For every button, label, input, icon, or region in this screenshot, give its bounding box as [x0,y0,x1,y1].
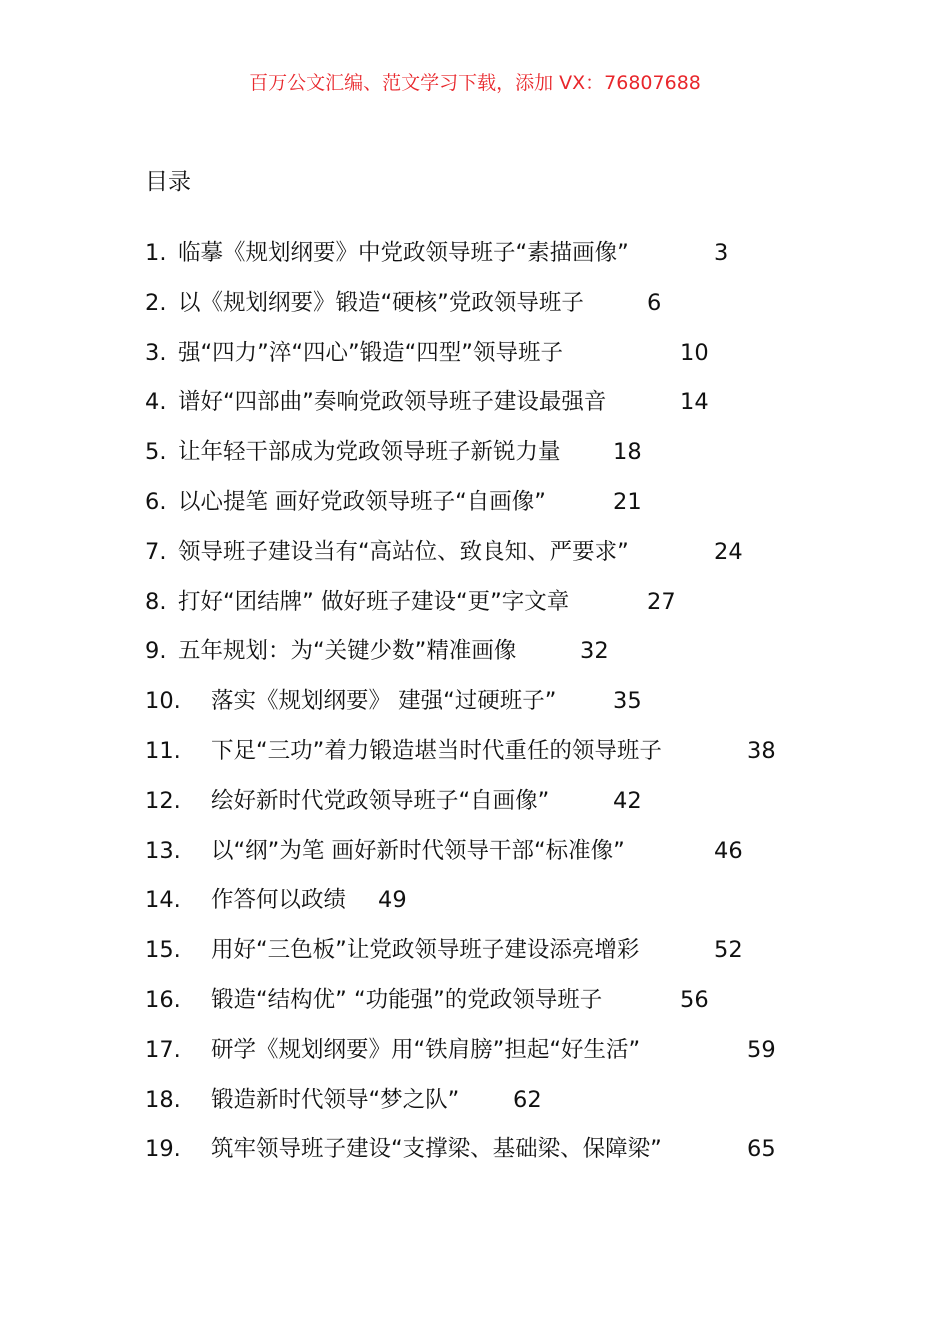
toc-heading: 目录 [145,169,191,195]
toc-entry[interactable] [0,684,950,734]
toc-entry-number: 18. [145,1086,181,1113]
toc-entry-number: 10. [145,688,181,715]
toc-entry-page: 27 [647,588,676,615]
toc-entry-title: 绘好新时代党政领导班子“自画像” [211,787,550,814]
toc-entry-page: 3 [714,240,729,266]
toc-entry-title: 锻造“结构优” “功能强”的党政领导班子 [211,986,603,1013]
toc-entry-title: 以《规划纲要》锻造“硬核”党政领导班子 [178,289,584,316]
toc-entry[interactable] [0,983,950,1033]
toc-entry-number: 15. [145,937,181,964]
toc-entry-number: 13. [145,837,181,864]
toc-entry-title: 用好“三色板”让党政领导班子建设添亮增彩 [211,937,640,964]
toc-entry-title: 作答何以政绩 [211,887,347,914]
toc-entry[interactable] [0,1132,950,1182]
toc-entry-number: 1. [145,240,167,266]
toc-entry-page: 24 [714,538,743,565]
toc-entry-number: 6. [145,488,167,515]
toc-entry-page: 65 [747,1136,776,1163]
toc-entry-number: 16. [145,986,181,1013]
toc-entry-number: 5. [145,439,167,466]
toc-entry-page: 49 [378,887,407,914]
toc-entry-page: 62 [513,1086,542,1113]
toc-entry-page: 46 [714,837,743,864]
toc-entry-page: 38 [747,737,776,764]
toc-entry[interactable] [0,1083,950,1133]
toc-entry-title: 以心提笔 画好党政领导班子“自画像” [178,488,546,515]
toc-entry-title: 临摹《规划纲要》中党政领导班子“素描画像” [178,240,629,266]
toc-entry-page: 6 [647,289,662,316]
toc-entry[interactable] [0,585,950,635]
toc-entry-title: 锻造新时代领导“梦之队” [211,1086,460,1113]
toc-entry-title: 以“纲”为笔 画好新时代领导干部“标准像” [211,837,625,864]
toc-entry[interactable] [0,734,950,784]
toc-entry-number: 12. [145,787,181,814]
toc-entry[interactable] [0,385,950,435]
toc-entry-number: 4. [145,389,167,416]
toc-entry[interactable] [0,834,950,884]
toc-entry-page: 21 [613,488,642,515]
toc-entry[interactable] [0,485,950,535]
toc-entry-number: 8. [145,588,167,615]
toc-entry-title: 领导班子建设当有“高站位、致良知、严要求” [178,538,629,565]
toc-entry[interactable] [0,634,950,684]
toc-entry-page: 32 [580,638,609,665]
toc-entry-page: 59 [747,1036,776,1063]
toc-entry-number: 19. [145,1136,181,1163]
toc-entry-title: 下足“三功”着力锻造堪当时代重任的领导班子 [211,737,662,764]
toc-entry[interactable] [0,336,950,386]
toc-entry-title: 强“四力”淬“四心”锻造“四型”领导班子 [178,339,563,366]
toc-entry-page: 18 [613,439,642,466]
toc-entry[interactable] [0,933,950,983]
toc-entry-title: 让年轻干部成为党政领导班子新锐力量 [178,439,561,466]
toc-entry-number: 2. [145,289,167,316]
toc-entry-page: 14 [680,389,709,416]
toc-entry-page: 56 [680,986,709,1013]
toc-entry-title: 研学《规划纲要》用“铁肩膀”担起“好生活” [211,1036,641,1063]
toc-entry-title: 打好“团结牌” 做好班子建设“更”字文章 [178,588,570,615]
toc-entry-number: 17. [145,1036,181,1063]
toc-entry[interactable] [0,286,950,336]
toc-entry-number: 7. [145,538,167,565]
toc-entry[interactable] [0,883,950,933]
toc-entry-number: 3. [145,339,167,366]
toc-entry-number: 9. [145,638,167,665]
toc-entry-title: 落实《规划纲要》 建强“过硬班子” [211,688,557,715]
toc-entry[interactable] [0,1033,950,1083]
toc-entry[interactable] [0,535,950,585]
toc-entry-number: 14. [145,887,181,914]
toc-entry-title: 筑牢领导班子建设“支撑梁、基础梁、保障梁” [211,1136,662,1163]
toc-entry-title: 五年规划：为“关键少数”精准画像 [178,638,517,665]
toc-entry[interactable] [0,784,950,834]
toc-entry-page: 35 [613,688,642,715]
toc-entry[interactable] [0,236,950,286]
watermark-banner: 百万公文汇编、范文学习下载，添加 VX：76807688 [249,72,701,94]
toc-entry-title: 谱好“四部曲”奏响党政领导班子建设最强音 [178,389,607,416]
toc-entry-number: 11. [145,737,181,764]
toc-entry[interactable] [0,435,950,485]
table-of-contents [0,236,950,1182]
toc-entry-page: 52 [714,937,743,964]
toc-entry-page: 10 [680,339,709,366]
toc-entry-page: 42 [613,787,642,814]
